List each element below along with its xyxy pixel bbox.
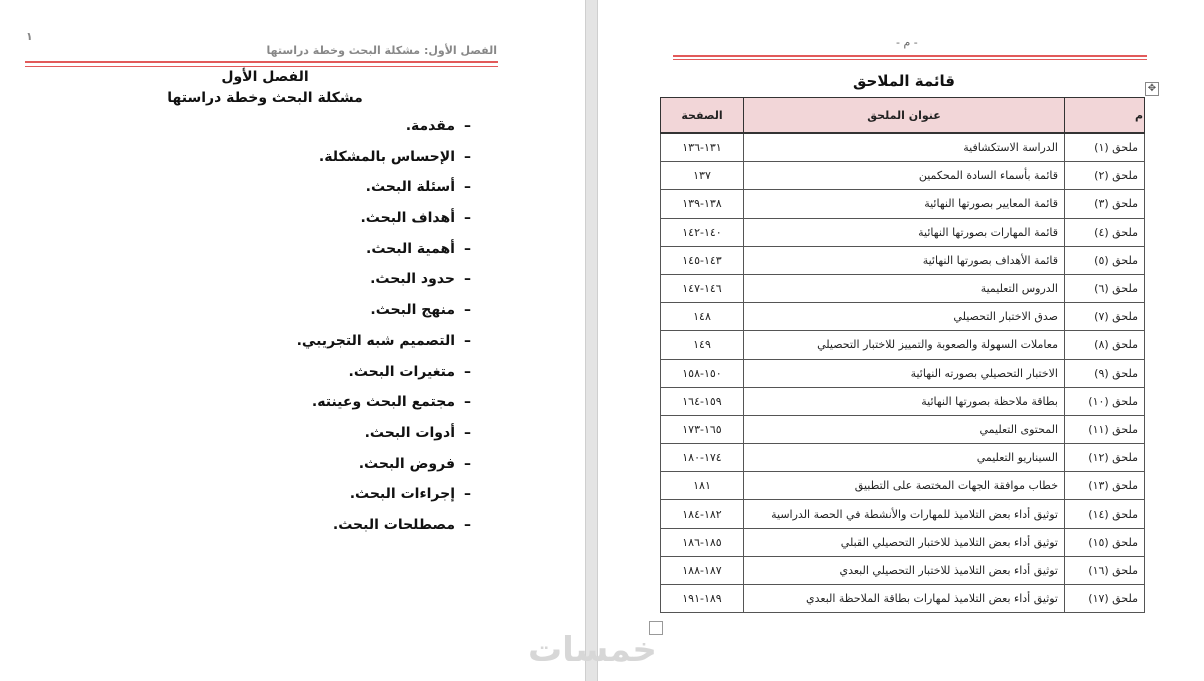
appendix-page: ١٤٨: [661, 303, 744, 331]
table-row: [661, 472, 1145, 500]
page-number: ١: [26, 30, 33, 43]
toc-item-label: أسئلة البحث.: [365, 179, 455, 196]
toc-item-label: إجراءات البحث.: [349, 486, 455, 503]
appendix-number: ملحق (٦): [1065, 274, 1145, 302]
toc-bullet: –: [464, 118, 471, 134]
toc-item-label: أهداف البحث.: [360, 210, 455, 227]
toc-item-label: منهج البحث.: [370, 302, 455, 319]
toc-item-label: مقدمة.: [405, 118, 455, 134]
appendix-title-cell: بطاقة ملاحظة بصورتها النهائية: [744, 387, 1065, 415]
table-row: [661, 133, 1145, 162]
toc-bullet: –: [464, 179, 471, 196]
appendix-page: ١٤٣-١٤٥: [661, 246, 744, 274]
table-row: [661, 218, 1145, 246]
appendix-number: ملحق (٩): [1065, 359, 1145, 387]
toc-bullet: –: [464, 302, 471, 319]
appendix-title-cell: قائمة الأهداف بصورتها النهائية: [744, 246, 1065, 274]
toc-bullet: –: [464, 486, 471, 503]
appendix-number: ملحق (١١): [1065, 415, 1145, 443]
toc-item: [60, 326, 480, 357]
appendix-title-cell: الاختبار التحصيلي بصورته النهائية: [744, 359, 1065, 387]
appendix-title-cell: الدراسة الاستكشافية: [744, 133, 1065, 162]
appendix-number: ملحق (١٢): [1065, 444, 1145, 472]
toc-item-label: مصطلحات البحث.: [332, 516, 455, 533]
page-gutter: [585, 0, 598, 681]
appendix-page: ١٧٤-١٨٠: [661, 444, 744, 472]
appendix-page: ١٥٠-١٥٨: [661, 359, 744, 387]
appendix-number: ملحق (٣): [1065, 190, 1145, 218]
appendix-number: ملحق (١٠): [1065, 387, 1145, 415]
appendix-number: ملحق (٤): [1065, 218, 1145, 246]
table-row: [661, 246, 1145, 274]
appendix-title: قائمة الملاحق: [852, 72, 955, 90]
toc-item: [60, 234, 480, 265]
watermark-logo: خمسات: [528, 630, 657, 670]
header-page: الصفحة: [661, 98, 744, 134]
chapter-subtitle: مشكلة البحث وخطة دراستها: [167, 90, 363, 106]
table-move-handle[interactable]: ✥: [1145, 82, 1159, 96]
appendix-number: ملحق (٥): [1065, 246, 1145, 274]
appendix-title-cell: المحتوى التعليمي: [744, 415, 1065, 443]
toc-bullet: –: [464, 363, 471, 380]
table-row: [661, 444, 1145, 472]
table-row: [661, 528, 1145, 556]
appendix-page: ١٨٩-١٩١: [661, 585, 744, 613]
toc-bullet: –: [464, 332, 471, 349]
header-title: عنوان الملحق: [744, 98, 1065, 134]
appendix-title-cell: توثيق أداء بعض التلاميذ للاختبار التحصيلي البعدي: [744, 556, 1065, 584]
appendix-title-cell: معاملات السهولة والصعوبة والتمييز للاختبار التحصيلي: [744, 331, 1065, 359]
appendix-title-cell: قائمة بأسماء السادة المحكمين: [744, 162, 1065, 190]
appendix-title-cell: خطاب موافقة الجهات المختصة على التطبيق: [744, 472, 1065, 500]
appendix-page: ١٨٥-١٨٦: [661, 528, 744, 556]
appendix-page: ١٥٩-١٦٤: [661, 387, 744, 415]
table-row: [661, 556, 1145, 584]
toc-bullet: –: [464, 148, 471, 165]
appendix-number: ملحق (٧): [1065, 303, 1145, 331]
toc-item: [60, 418, 480, 449]
table-row: [661, 500, 1145, 528]
appendix-number: ملحق (١): [1065, 133, 1145, 162]
toc-item-label: متغيرات البحث.: [348, 363, 455, 380]
appendix-number: ملحق (١٤): [1065, 500, 1145, 528]
toc-item: [60, 510, 480, 541]
appendix-title-cell: قائمة المعايير بصورتها النهائية: [744, 190, 1065, 218]
header-rule: [25, 61, 498, 63]
table-row: [661, 303, 1145, 331]
toc-item: [60, 295, 480, 326]
toc-bullet: –: [464, 394, 471, 411]
header-number: م: [1065, 98, 1145, 134]
appendix-title-cell: قائمة المهارات بصورتها النهائية: [744, 218, 1065, 246]
appendix-title-cell: توثيق أداء بعض التلاميذ للاختبار التحصيلي القبلي: [744, 528, 1065, 556]
appendix-page: ١٨٢-١٨٤: [661, 500, 744, 528]
appendix-page: ١٨٧-١٨٨: [661, 556, 744, 584]
appendix-number: ملحق (٢): [1065, 162, 1145, 190]
appendix-number: ملحق (١٧): [1065, 585, 1145, 613]
toc-list: [60, 111, 480, 541]
toc-item-label: الإحساس بالمشكلة.: [318, 148, 455, 165]
appendix-page: ١٣١-١٣٦: [661, 133, 744, 162]
toc-item-label: أدوات البحث.: [364, 424, 455, 441]
table-row: [661, 585, 1145, 613]
appendix-page: ١٤٠-١٤٢: [661, 218, 744, 246]
table-row: [661, 415, 1145, 443]
toc-item: [60, 479, 480, 510]
right-header-rule-thin: [673, 59, 1147, 60]
toc-item-label: حدود البحث.: [370, 271, 455, 288]
toc-bullet: –: [464, 516, 471, 533]
table-row: [661, 387, 1145, 415]
appendix-number: ملحق (٨): [1065, 331, 1145, 359]
table-row: [661, 359, 1145, 387]
right-header-rule: [673, 55, 1147, 57]
appendix-page: ١٨١: [661, 472, 744, 500]
table-row: [661, 162, 1145, 190]
left-page: [0, 0, 585, 681]
appendix-title-cell: السيناريو التعليمي: [744, 444, 1065, 472]
toc-bullet: –: [464, 424, 471, 441]
toc-item: [60, 203, 480, 234]
toc-item: [60, 449, 480, 480]
toc-item-label: التصميم شبه التجريبي.: [296, 332, 455, 349]
toc-item: [60, 357, 480, 388]
toc-bullet: –: [464, 210, 471, 227]
toc-item: [60, 111, 480, 142]
appendix-page: ١٣٧: [661, 162, 744, 190]
table-row: [661, 190, 1145, 218]
appendix-number: ملحق (١٦): [1065, 556, 1145, 584]
appendix-title-cell: توثيق أداء بعض التلاميذ للمهارات والأنشطة في الحصة الدراسية: [744, 500, 1065, 528]
appendix-title-cell: توثيق أداء بعض التلاميذ لمهارات بطاقة الملاحظة البعدي: [744, 585, 1065, 613]
table-row: [661, 274, 1145, 302]
toc-item-label: فروض البحث.: [358, 455, 455, 472]
toc-item: [60, 264, 480, 295]
appendix-table: [660, 97, 1145, 613]
toc-bullet: –: [464, 271, 471, 288]
toc-item-label: مجتمع البحث وعينته.: [311, 394, 455, 411]
chapter-title: الفصل الأول: [221, 69, 309, 85]
toc-item: [60, 172, 480, 203]
table-header-row: [661, 98, 1145, 134]
appendix-page: ١٤٦-١٤٧: [661, 274, 744, 302]
table-row: [661, 331, 1145, 359]
toc-item: [60, 387, 480, 418]
appendix-number: ملحق (١٥): [1065, 528, 1145, 556]
appendix-page: ١٤٩: [661, 331, 744, 359]
toc-bullet: –: [464, 240, 471, 257]
appendix-page: ١٦٥-١٧٣: [661, 415, 744, 443]
header-rule-thin: [25, 66, 498, 67]
toc-item-label: أهمية البحث.: [366, 240, 455, 257]
toc-item: [60, 142, 480, 173]
appendix-number: ملحق (١٣): [1065, 472, 1145, 500]
page-marker: - م -: [896, 36, 918, 49]
appendix-title-cell: الدروس التعليمية: [744, 274, 1065, 302]
appendix-page: ١٣٨-١٣٩: [661, 190, 744, 218]
appendix-title-cell: صدق الاختبار التحصيلي: [744, 303, 1065, 331]
toc-bullet: –: [464, 455, 471, 472]
running-header: الفصل الأول: مشكلة البحث وخطة دراستها: [266, 44, 497, 57]
